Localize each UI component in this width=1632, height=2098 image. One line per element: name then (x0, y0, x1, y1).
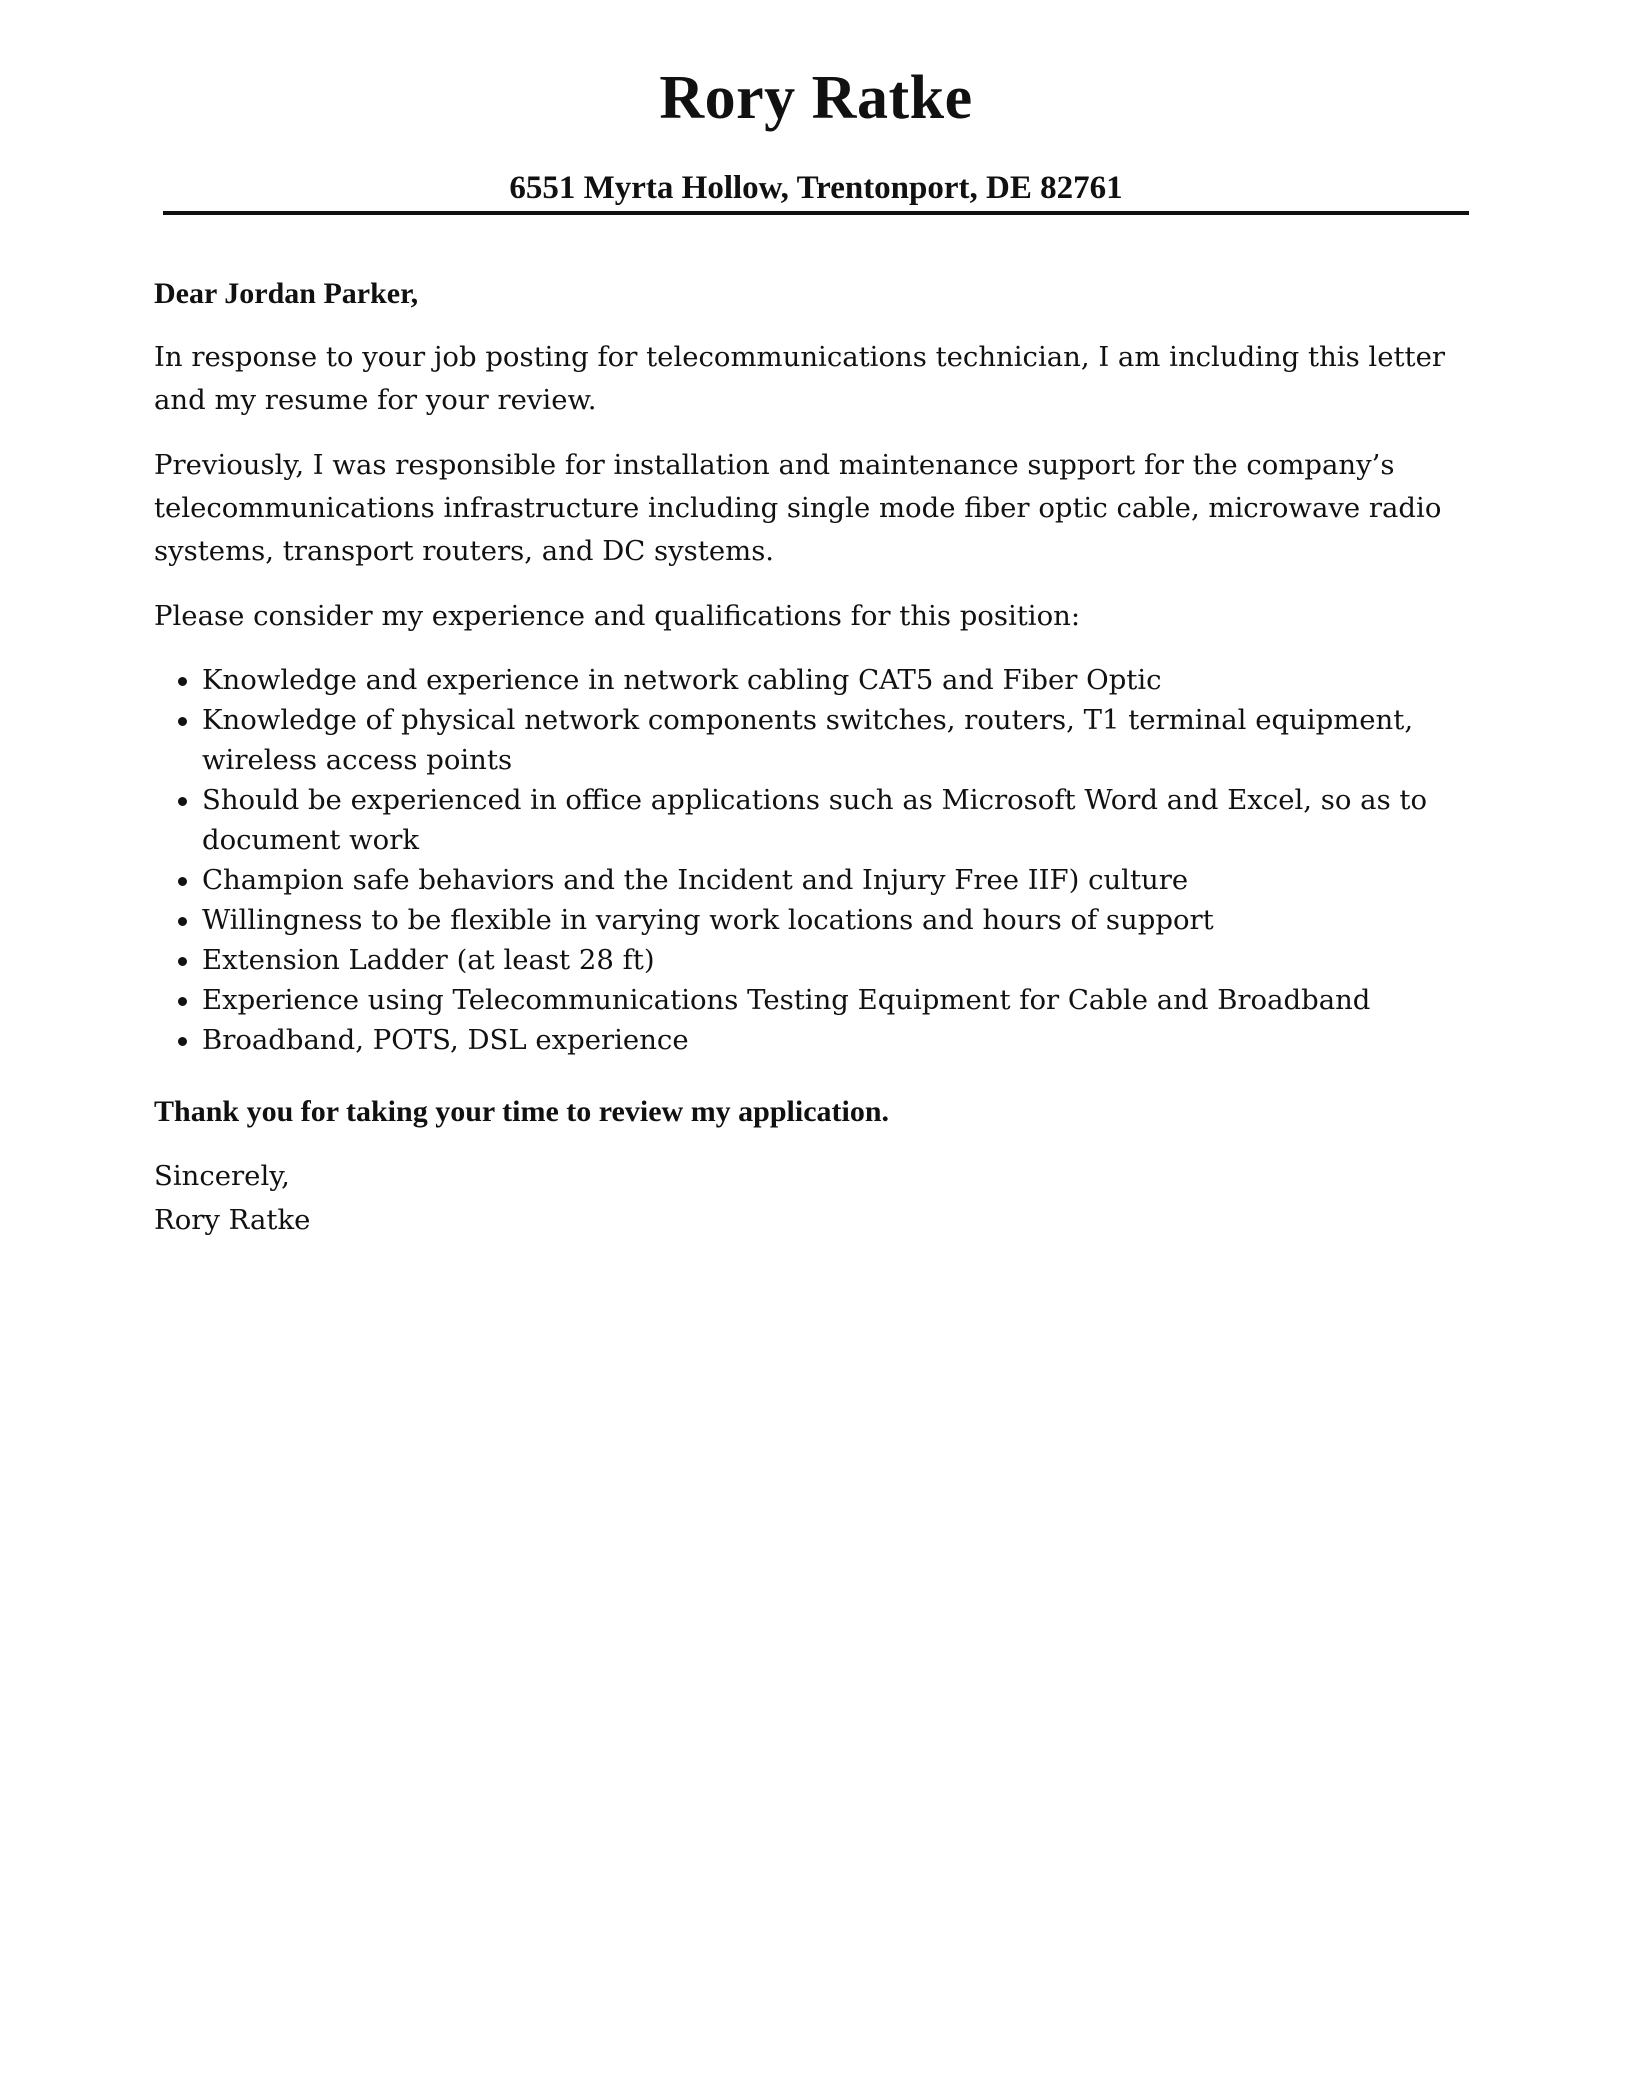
letter-header (163, 58, 1469, 208)
list-item-text: Extension Ladder (at least 28 ft) (202, 944, 655, 976)
thank-you-line: Thank you for taking your time to review my application. (154, 1095, 890, 1128)
list-item-text: Experience using Telecommunications Testing Equipment for Cable and Broadband (202, 984, 1371, 1016)
list-item (154, 980, 1479, 1020)
closing: Sincerely, (154, 1160, 290, 1192)
list-item-text: Should be experienced in office applications such as Microsoft Word and Excel, so as to document work (202, 784, 1428, 856)
list-item-text: Knowledge and experience in network cabling CAT5 and Fiber Optic (202, 664, 1162, 696)
list-item (154, 1020, 1479, 1060)
list-item-text: Broadband, POTS, DSL experience (202, 1024, 689, 1056)
qualifications-list (154, 660, 1479, 1060)
list-item (154, 660, 1479, 700)
intro-paragraph: In response to your job posting for telecommunications technician, I am including this letter and my resume for your review. (154, 341, 1446, 416)
list-item (154, 900, 1479, 940)
list-item-text: Willingness to be flexible in varying work locations and hours of support (202, 904, 1214, 936)
bullet-icon (178, 717, 187, 726)
bullet-icon (178, 797, 187, 806)
bullet-icon (178, 957, 187, 966)
bullet-icon (178, 997, 187, 1006)
signature-name: Rory Ratke (154, 1204, 311, 1236)
sender-name: Rory Ratke (659, 64, 973, 132)
header-divider (163, 211, 1469, 215)
list-item (154, 780, 1479, 860)
bullet-icon (178, 877, 187, 886)
experience-paragraph: Previously, I was responsible for installation and maintenance support for the company’s telecommunications infrastructure including single mode fiber optic cable, microwave radio systems, transport routers, and DC systems. (154, 449, 1442, 567)
list-item-text: Champion safe behaviors and the Incident and Injury Free IIF) culture (202, 864, 1189, 896)
list-item (154, 940, 1479, 980)
letter-body (154, 272, 1479, 1242)
sender-address: 6551 Myrta Hollow, Trentonport, DE 82761 (509, 170, 1123, 206)
list-item (154, 860, 1479, 900)
bullet-icon (178, 1037, 187, 1046)
qualifications-intro: Please consider my experience and qualifications for this position: (154, 600, 1081, 632)
list-item (154, 700, 1479, 780)
list-item-text: Knowledge of physical network components switches, routers, T1 terminal equipment, wireless access points (202, 704, 1414, 776)
bullet-icon (178, 917, 187, 926)
salutation: Dear Jordan Parker, (154, 277, 419, 310)
bullet-icon (178, 677, 187, 686)
